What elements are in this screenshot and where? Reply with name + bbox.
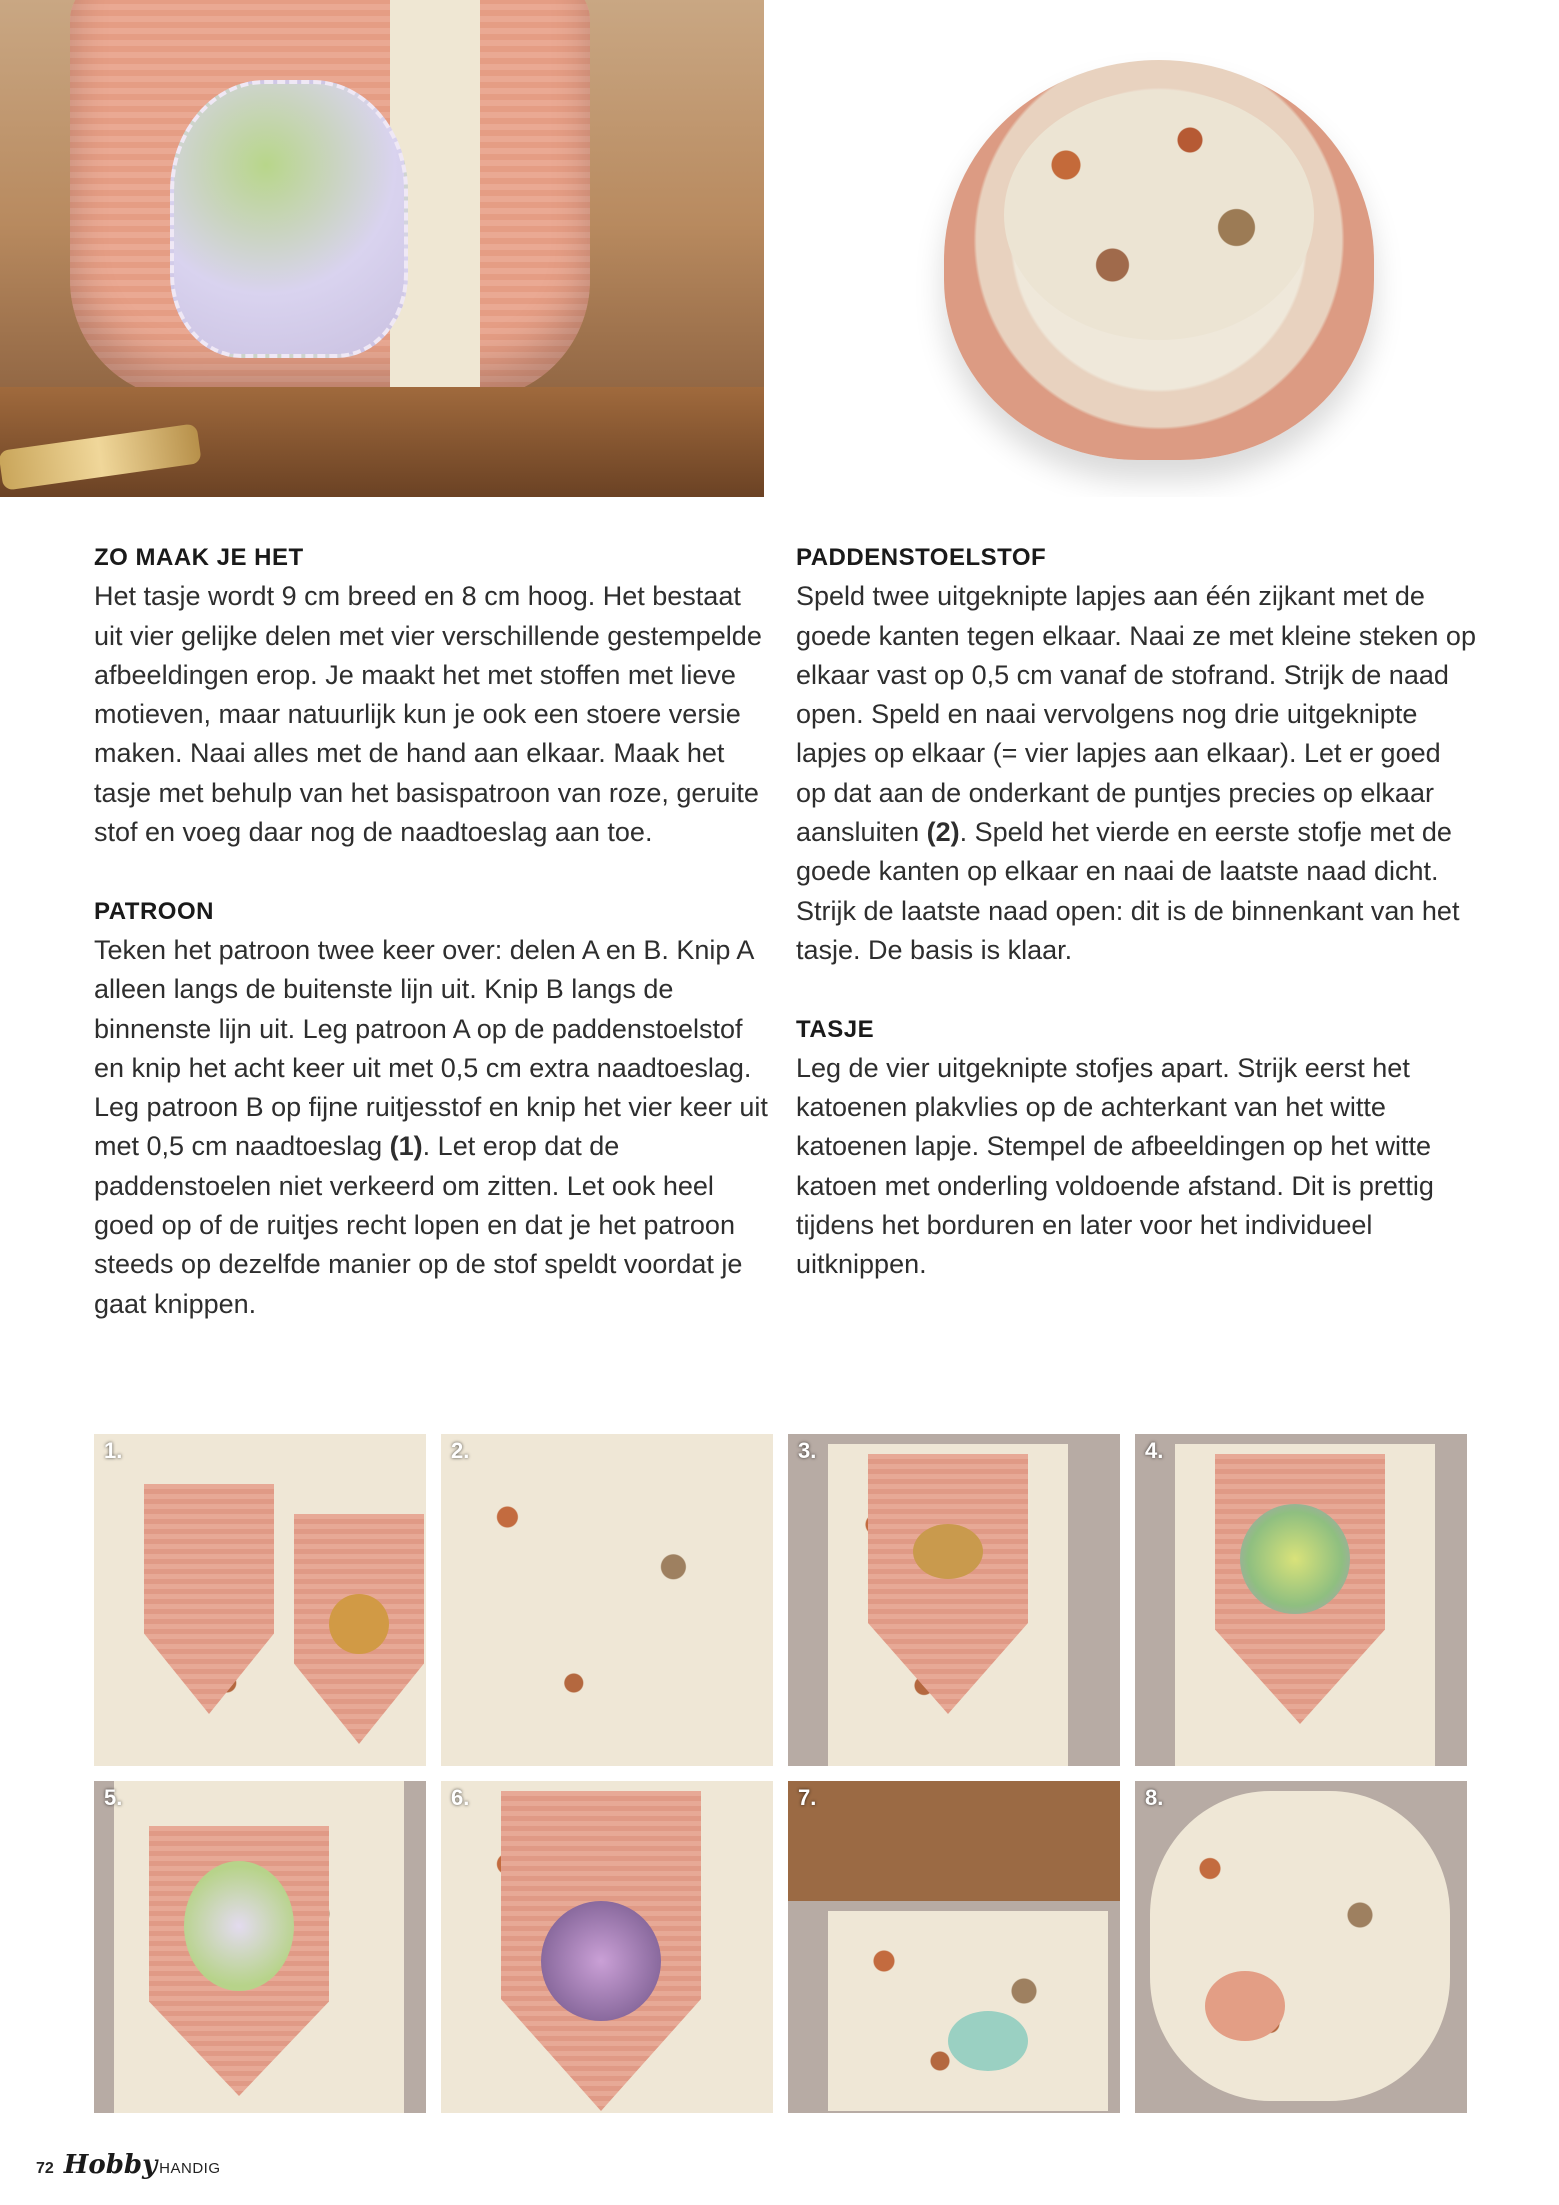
step-number: 1.: [104, 1438, 123, 1463]
body-text: Speld twee uitgeknipte lapjes aan één zijkant met de goede kanten tegen elkaar. Naai ze met kleine steken op elkaar vast op 0,5 cm vanaf de stofrand. Strijk de naad open. Speld en naai vervolgens nog drie uitgeknipte lapjes op elkaar (= vier lapjes aan elkaar). Let er goed op dat aan de onderkant de puntjes precies op elkaar aansluiten: [796, 581, 1476, 848]
pink-panel: [1205, 1971, 1285, 2041]
page-number: 72: [36, 2160, 54, 2177]
page-footer: [36, 2150, 221, 2180]
hero-photo-bag-inside: [764, 0, 1559, 497]
step-photo-5: [94, 1781, 426, 2113]
section-heading: PADDENSTOELSTOF: [796, 544, 1047, 571]
section-heading: PATROON: [94, 897, 214, 925]
butterfly-embroidery: [1240, 1504, 1350, 1614]
step-photo-8: [1135, 1781, 1467, 2113]
body-text: . Speld het vierde en eerste stofje met de goede kanten op elkaar en naai de laatste naad dicht. Strijk de laatste naad open: dit is de binnenkant van het tasje. De basis is klaar.: [796, 817, 1460, 965]
step-photo-4: [1135, 1434, 1467, 1766]
text-column-right: [796, 538, 1476, 1324]
section-body: [796, 577, 1476, 970]
body-text: . Let erop dat de paddenstoelen niet verkeerd om zitten. Let ook heel goed op of de ruitjes recht lopen en dat je het patroon steeds op dezelfde manier op de stof speldt voordat je gaat knippen.: [94, 1131, 743, 1319]
text-column-left: [94, 538, 774, 1363]
step-number: 2.: [451, 1438, 470, 1463]
section-heading: TASJE: [796, 1015, 875, 1043]
step-photo-6: [441, 1781, 773, 2113]
butterfly-embroidery: [948, 2011, 1028, 2071]
mushroom-embroidery-patch: [170, 80, 408, 358]
step-photo-2: [441, 1434, 773, 1766]
step-number: 4.: [1145, 1438, 1164, 1463]
finished-bag: [1150, 1791, 1450, 2101]
mushroom-print-lining: [1004, 90, 1314, 340]
step-number: 8.: [1145, 1785, 1164, 1810]
section-body: Leg de vier uitgeknipte stofjes apart. Strijk eerst het katoenen plakvlies op de achterkant van het witte katoenen lapje. Stempel de afbeeldingen op het witte katoen met onderling voldoende afstand. Dit is prettig tijdens het borduren en later voor het individueel uitknippen.: [796, 1052, 1434, 1280]
step-photo-3: [788, 1434, 1120, 1766]
section-body: [94, 931, 774, 1324]
section-body: Het tasje wordt 9 cm breed en 8 cm hoog. Het bestaat uit vier gelijke delen met vier verschillende gestempelde afbeeldingen erop. Je maakt het met stoffen met lieve motieven, maar natuurlijk kun je ook een stoere versie maken. Naai alles met de hand aan elkaar. Maak het tasje met behulp van het basispatroon van roze, geruite stof en voeg daar nog de naadtoeslag aan toe.: [94, 581, 762, 848]
figure-reference: (1): [389, 1131, 423, 1162]
step-photo-1: [94, 1434, 426, 1766]
step-photo-7: [788, 1781, 1120, 2113]
bag-in-progress: [828, 1911, 1108, 2111]
snail-letter-embroidery: [541, 1901, 661, 2021]
step-number: 7.: [798, 1785, 817, 1810]
step-number: 3.: [798, 1438, 817, 1463]
figure-reference: (2): [926, 817, 960, 848]
mushroom-embroidery: [913, 1524, 983, 1579]
hero-photo-embroidered-bag: [0, 0, 764, 497]
sewn-mushroom-fabric: [441, 1434, 773, 1766]
mushroom-embroidery: [329, 1594, 389, 1654]
body-text: Teken het patroon twee keer over: delen A en B. Knip A alleen langs de buitenste lijn uit. Knip B langs de binnenste lijn uit. Leg patroon A op de paddenstoelstof en knip het acht keer uit met 0,5 cm extra naadtoeslag. Leg patroon B op fijne ruitjesstof en knip het vier keer uit met 0,5 cm naadtoeslag: [94, 934, 768, 1162]
magazine-logo-suffix: HANDIG: [159, 2160, 221, 2177]
step-number: 6.: [451, 1785, 470, 1810]
section-heading: ZO MAAK JE HET: [94, 544, 304, 571]
step-number: 5.: [104, 1785, 123, 1810]
magazine-logo: Hobby: [63, 2150, 158, 2180]
mushroom-embroidery: [184, 1861, 294, 1991]
wooden-background: [788, 1781, 1120, 1901]
